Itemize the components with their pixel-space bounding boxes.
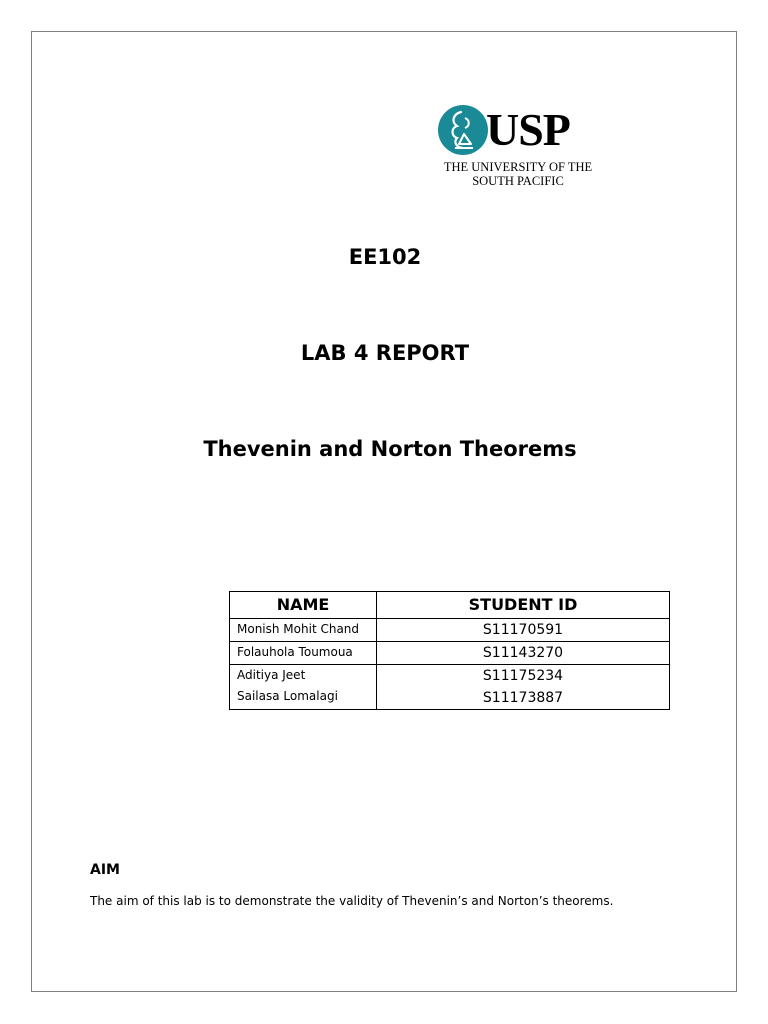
table-header-row [230,592,670,619]
student-name: Monish Mohit Chand [230,619,377,642]
name-column-header: NAME [230,592,377,619]
course-code: EE102 [348,245,422,269]
aim-text: The aim of this lab is to demonstrate the validity of Thevenin’s and Norton’s theorems. [90,894,614,908]
student-name: Aditiya Jeet [237,668,306,682]
report-topic: Thevenin and Norton Theorems [203,437,577,461]
logo-wordmark: USP [486,104,570,155]
usp-emblem-icon [437,104,489,156]
table-row [230,642,670,665]
table-row [230,619,670,642]
logo-subtitle-line2: SOUTH PACIFIC [472,174,564,188]
student-name-cell [230,665,377,710]
student-id-cell [377,665,670,710]
logo-subtitle-line1: THE UNIVERSITY OF THE [443,160,593,174]
student-name: Folauhola Toumoua [230,642,377,665]
students-table [229,591,670,710]
usp-logo [428,99,608,199]
logo-subtitle [428,160,608,188]
aim-heading: AIM [90,862,120,878]
student-id: S11170591 [377,619,670,642]
report-title: LAB 4 REPORT [300,341,470,365]
student-id: S11175234 [482,668,564,684]
student-name: Sailasa Lomalagi [237,689,338,703]
page-border [31,31,737,992]
student-id: S11143270 [377,642,670,665]
student-id-column-header: STUDENT ID [377,592,670,619]
student-id: S11173887 [482,690,564,706]
table-row [230,665,670,710]
